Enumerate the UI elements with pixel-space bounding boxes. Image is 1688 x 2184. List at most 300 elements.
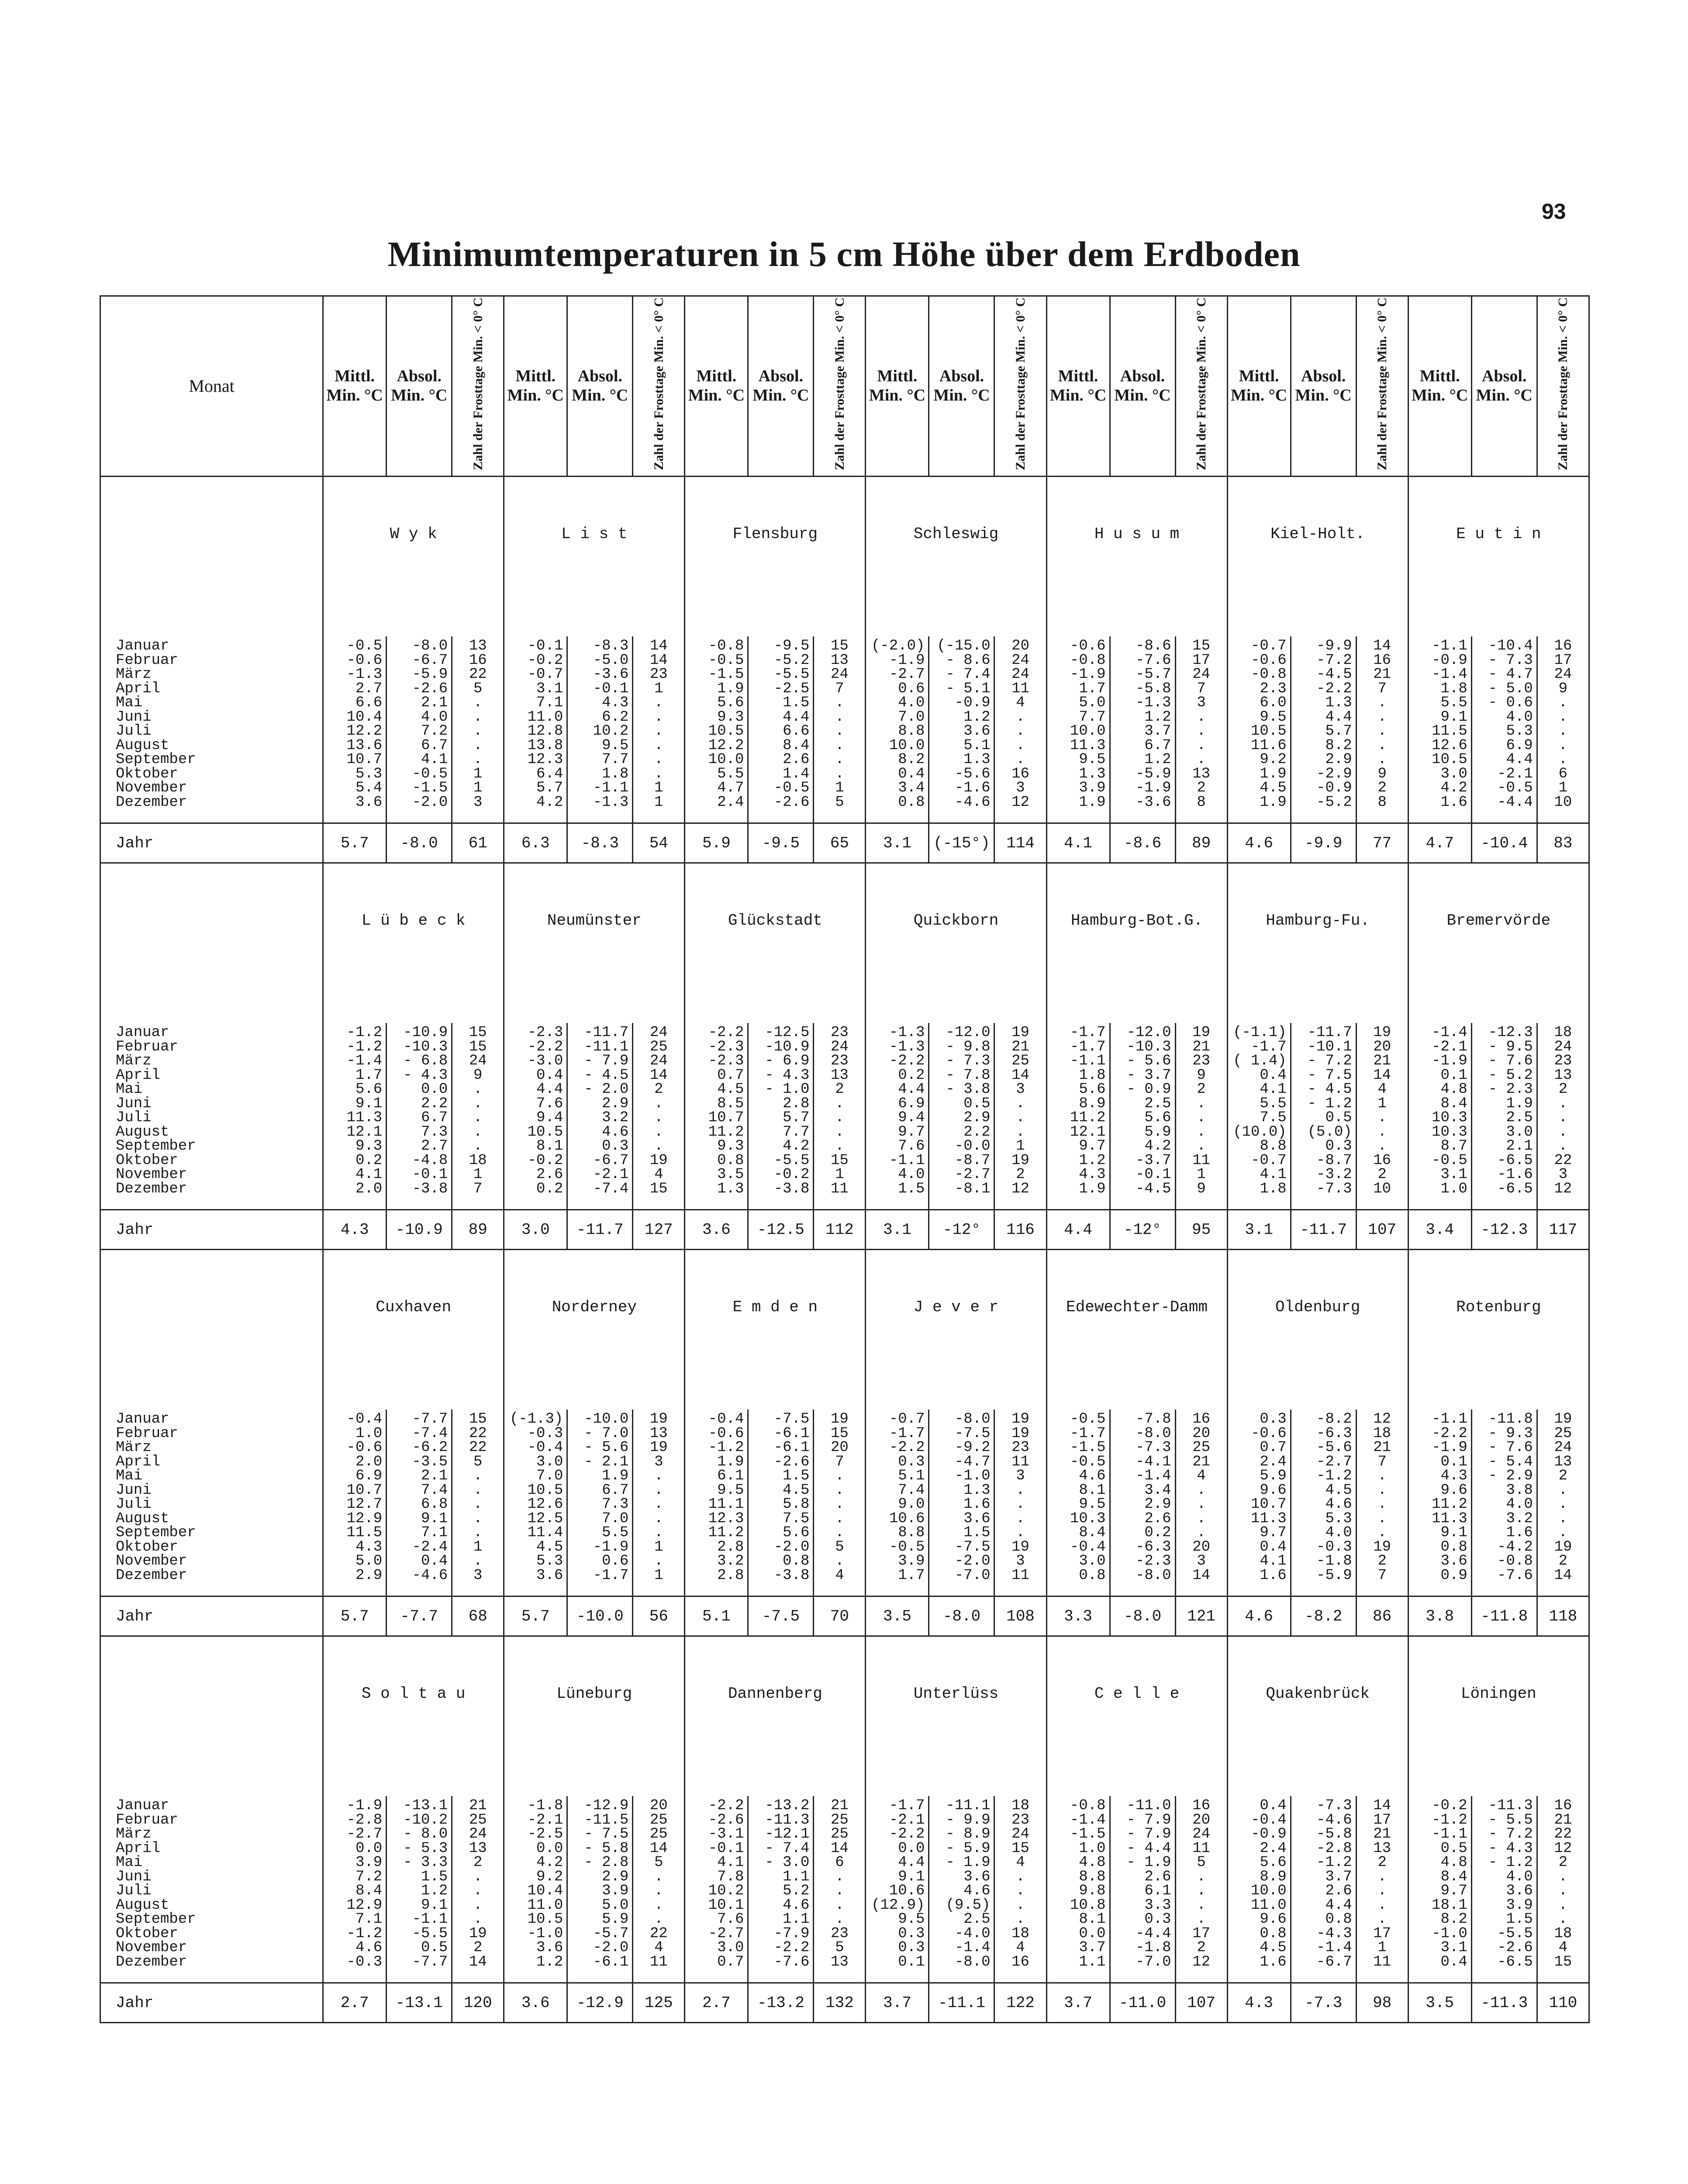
absol-cell: -5.7 <box>1135 666 1171 683</box>
mittl-cell: 7.6 <box>898 1138 925 1154</box>
jahr-cell: 116 <box>994 1210 1046 1250</box>
frost-cell: . <box>473 1496 483 1513</box>
frost-cell: 11 <box>1373 1953 1391 1970</box>
mittl-min-header: Mittl. Min. °C <box>866 296 929 477</box>
mittl-cell: 3.1 <box>1440 1939 1467 1956</box>
mittl-cell: 1.9 <box>1260 794 1287 811</box>
mittl-cell: 10.7 <box>1251 1496 1287 1513</box>
jahr-cell: -13.1 <box>387 1983 452 2023</box>
absol-cell: 3.4 <box>1144 1482 1171 1499</box>
mittl-values <box>866 1410 929 1597</box>
month-label: Februar <box>116 1811 178 1828</box>
absol-cell: - 6.9 <box>765 1053 810 1069</box>
frost-cell: . <box>1016 723 1025 740</box>
month-label: März <box>116 1826 152 1842</box>
absol-cell: - 4.3 <box>1488 1840 1533 1857</box>
absol-cell: 0.5 <box>1325 1109 1352 1126</box>
frost-cell: 7 <box>473 1180 483 1197</box>
frost-cell: . <box>473 1482 483 1499</box>
frost-cell: . <box>1377 708 1387 726</box>
frost-cell: 22 <box>469 1439 487 1456</box>
mittl-cell: 7.1 <box>355 1911 383 1928</box>
frost-cell: 19 <box>1011 1425 1029 1442</box>
frost-cell: 24 <box>469 1053 487 1069</box>
jahr-label: Jahr <box>100 1597 323 1636</box>
jahr-cell: 125 <box>633 1983 685 2023</box>
jahr-cell: 5.9 <box>685 823 748 863</box>
absol-values <box>567 1023 633 1210</box>
frost-values <box>814 1023 866 1210</box>
frost-cell: 4 <box>835 1567 844 1584</box>
jahr-cell: -12.3 <box>1471 1210 1537 1250</box>
absol-cell: -1.3 <box>1135 695 1171 711</box>
absol-min-header: Absol. Min. °C <box>567 296 633 477</box>
mittl-cell: 4.8 <box>1440 1854 1467 1871</box>
jahr-cell: 121 <box>1175 1597 1227 1636</box>
frost-cell: . <box>1016 1883 1025 1899</box>
absol-cell: -8.0 <box>954 1953 991 1970</box>
mittl-cell: -0.4 <box>708 1411 744 1427</box>
gap-row <box>100 569 1589 636</box>
frost-values <box>1537 636 1589 823</box>
absol-cell: 2.9 <box>602 1868 629 1885</box>
mittl-values <box>1408 1796 1471 1983</box>
frost-cell: . <box>835 751 844 768</box>
frost-values <box>994 1796 1046 1983</box>
absol-cell: -1.4 <box>954 1939 991 1956</box>
absol-cell: -5.9 <box>1135 765 1171 782</box>
absol-cell: -0.5 <box>1497 780 1533 796</box>
mittl-cell: -2.1 <box>527 1811 563 1828</box>
frost-values <box>633 636 685 823</box>
mittl-values <box>504 1410 567 1597</box>
mittl-cell: 5.6 <box>1260 1854 1287 1871</box>
mittl-cell: 11.3 <box>1070 737 1106 754</box>
mittl-cell: -2.5 <box>527 1826 563 1842</box>
mittl-values <box>1227 1023 1291 1210</box>
absol-cell: -5.2 <box>1316 794 1352 811</box>
frost-cell: . <box>1558 1868 1568 1885</box>
mittl-cell: 11.2 <box>708 1524 744 1541</box>
mittl-cell: 4.3 <box>355 1538 383 1555</box>
frost-cell: 18 <box>1011 1925 1029 1942</box>
absol-cell: 8.2 <box>1325 737 1352 754</box>
mittl-cell: 9.1 <box>1440 708 1467 726</box>
mittl-values <box>323 1796 387 1983</box>
frost-cell: . <box>473 751 483 768</box>
jahr-cell: 107 <box>1175 1983 1227 2023</box>
jahr-cell: 2.7 <box>323 1983 387 2023</box>
frost-cell: . <box>654 751 663 768</box>
frost-cell: . <box>654 1482 663 1499</box>
absol-cell: -12.0 <box>1126 1024 1171 1041</box>
mittl-cell: 10.5 <box>1251 723 1287 740</box>
header-row <box>100 296 1589 477</box>
mittl-cell: 10.0 <box>889 737 925 754</box>
absol-cell: -7.7 <box>412 1411 448 1427</box>
station-name: Norderney <box>504 1272 685 1342</box>
station-name: Dannenberg <box>685 1659 866 1728</box>
jahr-cell: 4.4 <box>1046 1210 1110 1250</box>
absol-cell: -1.4 <box>1316 1939 1352 1956</box>
mittl-cell: 2.0 <box>355 1453 383 1470</box>
station-name: Quakenbrück <box>1227 1659 1408 1728</box>
mittl-cell: 1.8 <box>1260 1180 1287 1197</box>
frosttage-header-label: Zahl der Frosttage Min. < 0° C <box>1013 297 1028 470</box>
absol-cell: 1.1 <box>783 1868 810 1885</box>
absol-cell: 0.2 <box>1144 1524 1171 1541</box>
absol-cell: -7.8 <box>1135 1411 1171 1427</box>
mittl-values <box>1227 1410 1291 1597</box>
absol-cell: -11.0 <box>1126 1797 1171 1814</box>
absol-cell: (5.0) <box>1307 1123 1352 1140</box>
mittl-cell: -1.7 <box>1070 1024 1106 1041</box>
absol-cell: - 2.9 <box>1488 1468 1533 1484</box>
mittl-cell: 7.6 <box>536 1095 563 1112</box>
absol-cell: 1.5 <box>1506 1911 1533 1928</box>
frost-cell: 14 <box>1373 1797 1391 1814</box>
absol-cell: 3.9 <box>602 1883 629 1899</box>
absol-values <box>1110 1023 1175 1210</box>
absol-cell: -7.4 <box>593 1180 629 1197</box>
jahr-row <box>100 1597 1589 1636</box>
absol-cell: - 7.6 <box>1488 1439 1533 1456</box>
frost-cell: . <box>473 1883 483 1899</box>
absol-cell: - 1.9 <box>1126 1854 1171 1871</box>
frost-cell: 5 <box>835 1939 844 1956</box>
frost-cell: 12 <box>1192 1953 1210 1970</box>
absol-cell: -4.8 <box>412 1152 448 1169</box>
mittl-cell: -2.3 <box>708 1053 744 1069</box>
absol-cell: -7.3 <box>1316 1797 1352 1814</box>
absol-cell: - 5.1 <box>946 680 991 697</box>
mittl-cell: 4.5 <box>1260 780 1287 796</box>
station-name: Kiel-Holt. <box>1227 499 1408 569</box>
frost-cell: 7 <box>835 1453 844 1470</box>
mittl-cell: 4.5 <box>717 1081 744 1098</box>
frost-cell: 17 <box>1192 652 1210 669</box>
mittl-cell: 12.6 <box>1432 737 1467 754</box>
frost-cell: 4 <box>1016 1854 1025 1871</box>
mittl-cell: 1.8 <box>1440 680 1467 697</box>
month-label: Februar <box>116 1425 178 1442</box>
mittl-cell: 1.3 <box>1079 765 1106 782</box>
mittl-cell: 9.8 <box>1079 1883 1106 1899</box>
mittl-cell: 0.1 <box>1440 1453 1467 1470</box>
frost-cell: 12 <box>1011 1180 1029 1197</box>
month-label: November <box>116 1166 187 1183</box>
mittl-cell: 4.2 <box>536 1854 563 1871</box>
station-name: Neumünster <box>504 885 685 955</box>
absol-cell: -5.5 <box>773 666 810 683</box>
frost-cell: 24 <box>1011 652 1029 669</box>
frost-cell: 7 <box>1377 1567 1387 1584</box>
station-name: Unterlüss <box>866 1659 1046 1728</box>
absol-cell: 2.7 <box>421 1138 448 1154</box>
absol-cell: 1.1 <box>783 1911 810 1928</box>
station-row <box>100 499 1589 569</box>
frost-cell: . <box>1016 751 1025 768</box>
absol-cell: -1.5 <box>412 780 448 796</box>
mittl-cell: 4.7 <box>717 780 744 796</box>
mittl-cell: 10.4 <box>346 708 383 726</box>
mittl-cell: -0.5 <box>346 638 383 654</box>
mittl-cell: 4.0 <box>898 695 925 711</box>
absol-cell: 0.8 <box>783 1553 810 1569</box>
mittl-cell: 3.0 <box>536 1453 563 1470</box>
absol-min-header: Absol. Min. °C <box>1471 296 1537 477</box>
frost-cell: 16 <box>1373 1152 1391 1169</box>
frosttage-header-label: Zahl der Frosttage Min. < 0° C <box>1194 297 1209 470</box>
mittl-cell: 9.2 <box>536 1868 563 1885</box>
absol-cell: 7.7 <box>783 1123 810 1140</box>
frost-cell: 7 <box>1377 680 1387 697</box>
absol-cell: -11.7 <box>584 1024 629 1041</box>
mittl-cell: 1.9 <box>717 1453 744 1470</box>
mittl-values <box>1227 1796 1291 1983</box>
mittl-cell: 9.1 <box>898 1868 925 1885</box>
absol-cell: 2.9 <box>1325 751 1352 768</box>
absol-cell: -3.6 <box>593 666 629 683</box>
frost-cell: 15 <box>649 1180 668 1197</box>
jahr-cell: 6.3 <box>504 823 567 863</box>
mittl-cell: 5.6 <box>1079 1081 1106 1098</box>
month-label: Juni <box>116 1482 152 1499</box>
mittl-cell: -2.2 <box>889 1826 925 1842</box>
frost-cell: . <box>473 1868 483 1885</box>
month-values-row <box>100 1023 1589 1210</box>
jahr-cell: -12° <box>929 1210 994 1250</box>
gap-row <box>100 955 1589 1023</box>
absol-cell: - 7.5 <box>584 1826 629 1842</box>
frost-cell: 24 <box>649 1053 668 1069</box>
frost-cell: . <box>1016 708 1025 726</box>
mittl-cell: 4.5 <box>1260 1939 1287 1956</box>
absol-cell: -2.5 <box>773 680 810 697</box>
month-label: Oktober <box>116 1925 178 1942</box>
station-name: Löningen <box>1408 1659 1589 1728</box>
frost-cell: 1 <box>1016 1138 1025 1154</box>
absol-cell: -1.1 <box>412 1911 448 1928</box>
mittl-cell: -0.7 <box>1251 1152 1287 1169</box>
mittl-cell: -1.7 <box>1070 1038 1106 1055</box>
absol-cell: -1.8 <box>1316 1553 1352 1569</box>
mittl-cell: 4.6 <box>1079 1468 1106 1484</box>
mittl-cell: -2.3 <box>527 1024 563 1041</box>
frost-cell: 15 <box>469 1024 487 1041</box>
absol-cell: 4.2 <box>783 1138 810 1154</box>
mittl-cell: 9.5 <box>717 1482 744 1499</box>
absol-cell: 1.3 <box>963 751 991 768</box>
mittl-cell: 8.1 <box>1079 1482 1106 1499</box>
frost-cell: 20 <box>1192 1811 1210 1828</box>
frost-cell: . <box>1016 1524 1025 1541</box>
mittl-cell: 12.1 <box>346 1123 383 1140</box>
station-row <box>100 1659 1589 1728</box>
frost-cell: . <box>654 765 663 782</box>
mittl-cell: 4.8 <box>1440 1081 1467 1098</box>
mittl-cell: -0.2 <box>527 1152 563 1169</box>
absol-cell: -2.9 <box>1316 765 1352 782</box>
absol-cell: - 4.4 <box>1126 1840 1171 1857</box>
mittl-cell: 0.4 <box>1260 1797 1287 1814</box>
mittl-cell: -0.6 <box>1251 652 1287 669</box>
month-label: Oktober <box>116 1538 178 1555</box>
absol-cell: - 4.5 <box>1307 1081 1352 1098</box>
absol-cell: 2.5 <box>963 1911 991 1928</box>
mittl-cell: 0.3 <box>1260 1411 1287 1427</box>
jahr-cell: 117 <box>1537 1210 1589 1250</box>
mittl-cell: -2.1 <box>889 1811 925 1828</box>
absol-cell: -8.3 <box>593 638 629 654</box>
frost-values <box>994 636 1046 823</box>
frost-cell: . <box>654 1095 663 1112</box>
mittl-cell: -0.7 <box>1251 638 1287 654</box>
absol-cell: - 7.9 <box>1126 1826 1171 1842</box>
absol-cell: 2.2 <box>963 1123 991 1140</box>
frost-cell: . <box>1558 723 1568 740</box>
frost-cell: . <box>835 765 844 782</box>
absol-cell: -4.4 <box>1135 1925 1171 1942</box>
absol-cell: -0.3 <box>1316 1538 1352 1555</box>
absol-cell: -11.3 <box>1488 1797 1533 1814</box>
month-label: November <box>116 1939 187 1956</box>
frosttage-header-label: Zahl der Frosttage Min. < 0° C <box>832 297 847 470</box>
absol-cell: 1.5 <box>963 1524 991 1541</box>
absol-cell: -10.2 <box>403 1811 448 1828</box>
month-label: Januar <box>116 1024 169 1041</box>
gap-row <box>100 1342 1589 1410</box>
mittl-cell: -1.2 <box>346 1038 383 1055</box>
frost-cell: . <box>654 723 663 740</box>
frost-cell: . <box>835 1868 844 1885</box>
frost-cell: . <box>835 1468 844 1484</box>
jahr-label: Jahr <box>100 1210 323 1250</box>
spacer-row <box>100 1636 1589 1659</box>
mittl-values <box>1408 1410 1471 1597</box>
mittl-cell: 0.8 <box>717 1152 744 1169</box>
absol-cell: 2.2 <box>421 1095 448 1112</box>
mittl-cell: 7.1 <box>536 695 563 711</box>
mittl-cell: 11.2 <box>1070 1109 1106 1126</box>
absol-cell: -1.3 <box>593 794 629 811</box>
absol-cell: -1.9 <box>593 1538 629 1555</box>
frost-cell: 9 <box>1377 765 1387 782</box>
absol-values <box>929 1023 994 1210</box>
frost-cell: 22 <box>1554 1826 1572 1842</box>
frost-cell: . <box>835 1524 844 1541</box>
mittl-cell: 0.1 <box>898 1953 925 1970</box>
frost-cell: 7 <box>1197 680 1206 697</box>
absol-values <box>1291 1410 1356 1597</box>
frost-cell: 2 <box>1016 1166 1025 1183</box>
absol-cell: 3.6 <box>963 1510 991 1527</box>
absol-cell: -2.6 <box>773 794 810 811</box>
jahr-label: Jahr <box>100 1983 323 2023</box>
mittl-cell: 9.6 <box>1260 1911 1287 1928</box>
absol-cell: -5.6 <box>954 765 991 782</box>
mittl-cell: 9.7 <box>898 1123 925 1140</box>
frost-cell: . <box>835 1109 844 1126</box>
absol-cell: -2.0 <box>593 1939 629 1956</box>
mittl-values <box>1046 1796 1110 1983</box>
month-label: April <box>116 680 161 697</box>
absol-cell: -3.2 <box>1316 1166 1352 1183</box>
mittl-cell: 0.4 <box>536 1067 563 1084</box>
absol-cell: 2.9 <box>963 1109 991 1126</box>
frost-cell: 16 <box>1554 638 1572 654</box>
frost-cell: 2 <box>1377 780 1387 796</box>
mittl-cell: 6.1 <box>717 1468 744 1484</box>
mittl-cell: 4.4 <box>536 1081 563 1098</box>
mittl-cell: -2.1 <box>1432 1038 1467 1055</box>
month-label: Februar <box>116 652 178 669</box>
frost-cell: 16 <box>1373 652 1391 669</box>
mittl-cell: 7.2 <box>355 1868 383 1885</box>
mittl-cell: 4.3 <box>1079 1166 1106 1183</box>
frost-cell: 19 <box>831 1411 849 1427</box>
absol-cell: 1.9 <box>602 1468 629 1484</box>
temperature-table <box>100 295 1590 2023</box>
absol-cell: - 9.9 <box>946 1811 991 1828</box>
mittl-cell: -0.3 <box>527 1425 563 1442</box>
mittl-cell: 9.5 <box>898 1911 925 1928</box>
month-label: Oktober <box>116 1152 178 1169</box>
absol-cell: 2.9 <box>1144 1496 1171 1513</box>
frost-cell: . <box>1377 695 1387 711</box>
mittl-cell: 6.9 <box>355 1468 383 1484</box>
absol-cell: - 5.5 <box>1488 1811 1533 1828</box>
absol-cell: -6.5 <box>1497 1953 1533 1970</box>
mittl-cell: 2.4 <box>717 794 744 811</box>
absol-cell: -0.1 <box>593 680 629 697</box>
frost-values <box>1537 1410 1589 1597</box>
frosttage-header-label: Zahl der Frosttage Min. < 0° C <box>470 297 485 470</box>
frost-cell: . <box>835 1138 844 1154</box>
mittl-min-header: Mittl. Min. °C <box>323 296 387 477</box>
mittl-min-header: Mittl. Min. °C <box>1227 296 1291 477</box>
frost-cell: 15 <box>469 1411 487 1427</box>
absol-cell: (9.5) <box>946 1897 991 1914</box>
absol-cell: - 8.9 <box>946 1826 991 1842</box>
absol-cell: - 3.7 <box>1126 1067 1171 1084</box>
absol-cell: -13.2 <box>765 1797 810 1814</box>
absol-cell: 5.0 <box>602 1897 629 1914</box>
frost-cell: 10 <box>1373 1180 1391 1197</box>
absol-cell: -5.5 <box>773 1152 810 1169</box>
frost-cell: . <box>654 1123 663 1140</box>
frost-cell: 16 <box>469 652 487 669</box>
absol-cell: 2.6 <box>1325 1883 1352 1899</box>
absol-cell: 0.4 <box>421 1553 448 1569</box>
month-names <box>100 1023 323 1210</box>
mittl-cell: -0.8 <box>708 638 744 654</box>
absol-cell: -2.0 <box>412 794 448 811</box>
frost-cell: 17 <box>1373 1925 1391 1942</box>
absol-cell: -1.2 <box>1316 1854 1352 1871</box>
mittl-cell: -0.8 <box>1070 652 1106 669</box>
absol-cell: -11.1 <box>584 1038 629 1055</box>
absol-cell: -3.5 <box>412 1453 448 1470</box>
absol-cell: - 2.1 <box>584 1453 629 1470</box>
mittl-cell: 10.5 <box>708 723 744 740</box>
month-label: September <box>116 1138 196 1154</box>
mittl-min-header: Mittl. Min. °C <box>685 296 748 477</box>
frost-cell: 1 <box>473 765 483 782</box>
jahr-cell: 3.8 <box>1408 1597 1471 1636</box>
mittl-cell: 1.9 <box>1260 765 1287 782</box>
absol-cell: -5.2 <box>773 652 810 669</box>
